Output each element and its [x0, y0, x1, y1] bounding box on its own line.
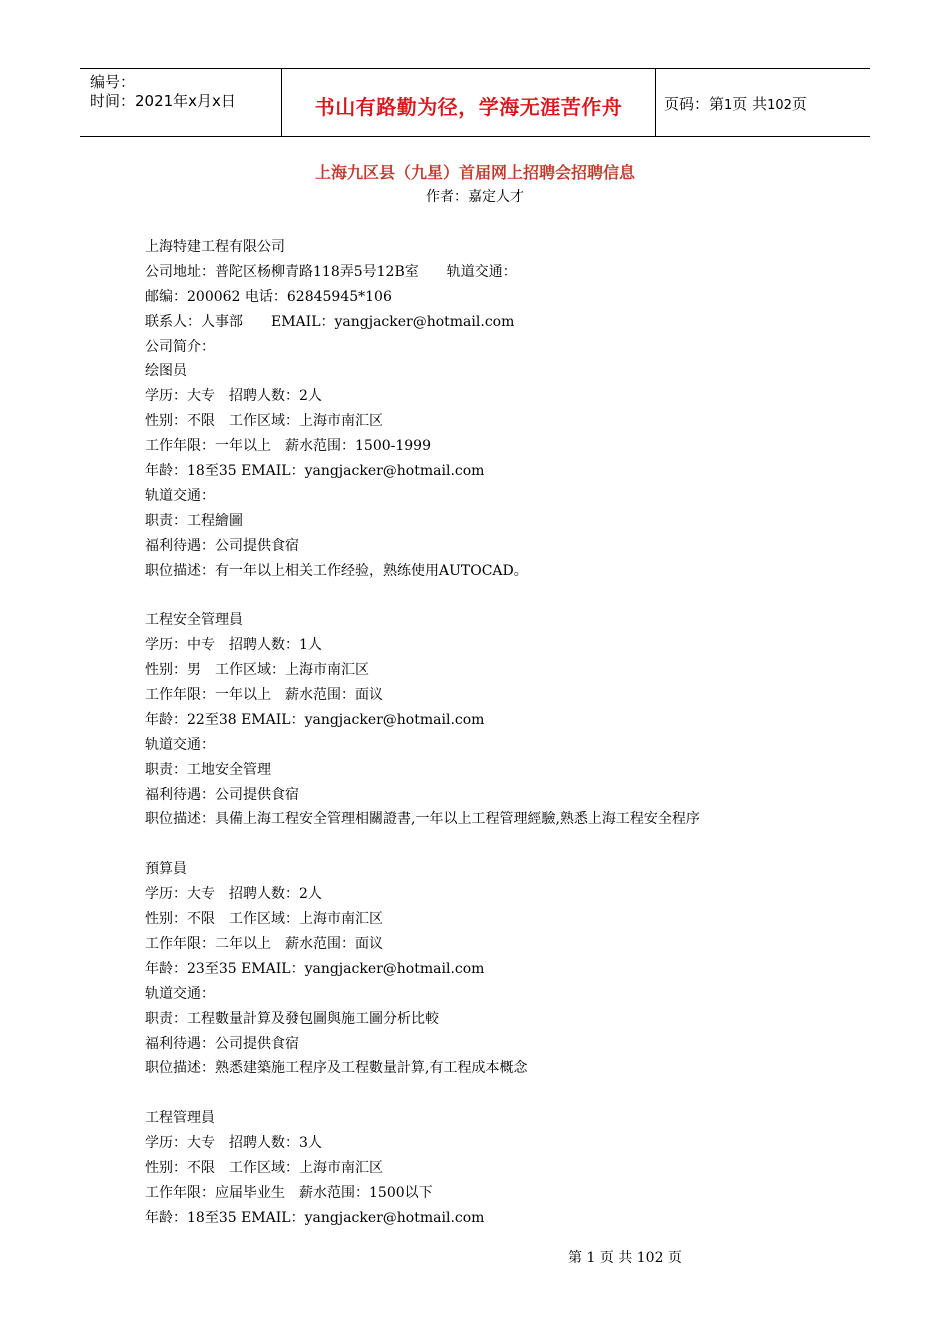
body-line: 职责：工地安全管理: [145, 761, 271, 778]
body-line: 福利待遇：公司提供食宿: [145, 1035, 299, 1052]
body-line: 年龄：18至35 EMAIL：yangjacker@hotmail.com: [145, 1209, 485, 1226]
body-line: 性别：不限 工作区域：上海市南汇区: [145, 1159, 383, 1176]
body-line: 绘图员: [145, 363, 187, 380]
page-total: 102: [767, 98, 792, 113]
document-author: 作者：嘉定人才: [426, 189, 524, 205]
body-line: 轨道交通：: [145, 985, 215, 1002]
header-page-cell: [656, 69, 870, 136]
body-line: 联系人：人事部 EMAIL：yangjacker@hotmail.com: [145, 313, 515, 330]
header-motto-cell: [281, 69, 656, 136]
body-line: 公司简介：: [145, 338, 215, 355]
body-line: 职位描述：有一年以上相关工作经验，熟练使用AUTOCAD。: [145, 562, 528, 579]
page-header: [80, 68, 870, 137]
body-line: 福利待遇：公司提供食宿: [145, 537, 299, 554]
page-suffix: 页: [791, 95, 807, 113]
body-line: 工程安全管理員: [145, 612, 243, 629]
body-line: 性别：不限 工作区域：上海市南汇区: [145, 413, 383, 430]
page-footer: 第 1 页 共 102 页: [568, 1250, 682, 1266]
body-line: 轨道交通：: [145, 487, 215, 504]
body-line: 职位描述：具備上海工程安全管理相關證書,一年以上工程管理經驗,熟悉上海工程安全程序: [145, 811, 700, 828]
body-line: 福利待遇：公司提供食宿: [145, 786, 299, 803]
body-line: 职位描述：熟悉建築施工程序及工程數量計算,有工程成本概念: [145, 1060, 528, 1077]
blank-line: [145, 832, 865, 857]
blank-line: [145, 583, 865, 608]
body-line: 性别：男 工作区域：上海市南汇区: [145, 662, 369, 679]
body-line: 年龄：22至38 EMAIL：yangjacker@hotmail.com: [145, 711, 485, 728]
body-line: 轨道交通：: [145, 736, 215, 753]
body-line: 年龄：23至35 EMAIL：yangjacker@hotmail.com: [145, 960, 485, 977]
page-mid: 页 共: [732, 95, 768, 113]
document-body: [145, 235, 865, 1231]
header-meta: [80, 69, 281, 136]
body-line: 工作年限：应届毕业生 薪水范围：1500以下: [145, 1184, 433, 1201]
body-line: 上海特建工程有限公司: [145, 239, 285, 255]
body-line: 工作年限：二年以上 薪水范围：面议: [145, 935, 383, 952]
header-page-indicator: [664, 93, 807, 114]
document-title: 上海九区县（九星）首届网上招聘会招聘信息: [314, 163, 635, 182]
body-line: 工程管理員: [145, 1110, 215, 1127]
page-prefix: 页码：第: [664, 95, 725, 113]
body-line: 学历：大专 招聘人数：3人: [145, 1135, 322, 1152]
body-line: 預算員: [145, 861, 187, 878]
body-line: 公司地址：普陀区杨柳青路118弄5号12B室 轨道交通：: [145, 263, 517, 280]
body-line: 性别：不限 工作区域：上海市南汇区: [145, 911, 383, 928]
blank-line: [145, 1081, 865, 1106]
body-line: 职责：工程繪圖: [145, 512, 243, 529]
page-current: 1: [724, 98, 733, 113]
body-line: 学历：大专 招聘人数：2人: [145, 388, 322, 405]
number-label: 编号：: [90, 73, 136, 91]
body-line: 年龄：18至35 EMAIL：yangjacker@hotmail.com: [145, 463, 485, 480]
body-line: 工作年限：一年以上 薪水范围：面议: [145, 687, 383, 704]
body-line: 邮编：200062 电话：62845945*106: [145, 288, 392, 305]
body-line: 学历：中专 招聘人数：1人: [145, 637, 322, 654]
body-line: 职责：工程數量計算及發包圖與施工圖分析比較: [145, 1010, 439, 1027]
motto: 书山有路勤为径，学海无涯苦作舟: [314, 95, 623, 119]
time-label: 时间：2021年x月x日: [90, 92, 236, 110]
body-line: 学历：大专 招聘人数：2人: [145, 886, 322, 903]
body-line: 工作年限：一年以上 薪水范围：1500-1999: [145, 438, 431, 455]
